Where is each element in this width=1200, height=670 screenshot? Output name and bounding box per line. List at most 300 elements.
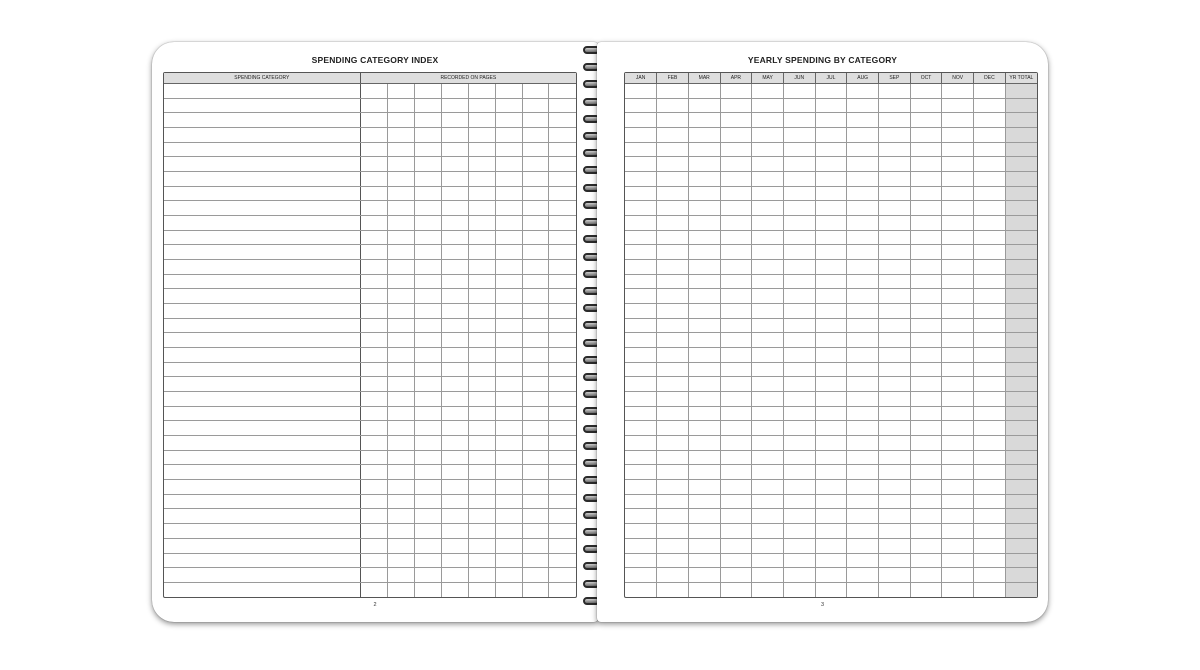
month-cell[interactable] bbox=[910, 450, 942, 465]
month-cell[interactable] bbox=[720, 538, 752, 553]
month-cell[interactable] bbox=[879, 333, 911, 348]
month-cell[interactable] bbox=[752, 494, 784, 509]
page-cell[interactable] bbox=[495, 406, 522, 421]
page-cell[interactable] bbox=[522, 113, 549, 128]
month-cell[interactable] bbox=[752, 157, 784, 172]
month-cell[interactable] bbox=[847, 509, 879, 524]
month-cell[interactable] bbox=[974, 142, 1006, 157]
page-cell[interactable] bbox=[441, 333, 468, 348]
page-cell[interactable] bbox=[468, 348, 495, 363]
page-cell[interactable] bbox=[468, 274, 495, 289]
category-cell[interactable] bbox=[164, 186, 360, 201]
page-cell[interactable] bbox=[441, 304, 468, 319]
month-cell[interactable] bbox=[815, 524, 847, 539]
month-cell[interactable] bbox=[625, 377, 657, 392]
page-cell[interactable] bbox=[441, 201, 468, 216]
category-cell[interactable] bbox=[164, 84, 360, 99]
month-cell[interactable] bbox=[847, 582, 879, 597]
month-cell[interactable] bbox=[910, 582, 942, 597]
page-cell[interactable] bbox=[441, 553, 468, 568]
page-cell[interactable] bbox=[468, 494, 495, 509]
page-cell[interactable] bbox=[414, 421, 441, 436]
month-cell[interactable] bbox=[720, 318, 752, 333]
page-cell[interactable] bbox=[360, 524, 387, 539]
month-cell[interactable] bbox=[783, 172, 815, 187]
month-cell[interactable] bbox=[879, 128, 911, 143]
year-total-cell[interactable] bbox=[1005, 201, 1037, 216]
page-cell[interactable] bbox=[387, 304, 414, 319]
month-cell[interactable] bbox=[815, 142, 847, 157]
month-cell[interactable] bbox=[815, 450, 847, 465]
month-cell[interactable] bbox=[657, 348, 689, 363]
month-cell[interactable] bbox=[625, 568, 657, 583]
page-cell[interactable] bbox=[468, 157, 495, 172]
page-cell[interactable] bbox=[414, 362, 441, 377]
month-cell[interactable] bbox=[657, 157, 689, 172]
month-cell[interactable] bbox=[720, 568, 752, 583]
month-cell[interactable] bbox=[752, 245, 784, 260]
month-cell[interactable] bbox=[910, 538, 942, 553]
year-total-cell[interactable] bbox=[1005, 230, 1037, 245]
page-cell[interactable] bbox=[522, 524, 549, 539]
page-cell[interactable] bbox=[549, 406, 576, 421]
year-total-cell[interactable] bbox=[1005, 377, 1037, 392]
year-total-cell[interactable] bbox=[1005, 524, 1037, 539]
month-cell[interactable] bbox=[942, 245, 974, 260]
month-cell[interactable] bbox=[783, 260, 815, 275]
month-cell[interactable] bbox=[720, 480, 752, 495]
month-cell[interactable] bbox=[720, 186, 752, 201]
month-cell[interactable] bbox=[688, 201, 720, 216]
month-cell[interactable] bbox=[815, 568, 847, 583]
page-cell[interactable] bbox=[441, 509, 468, 524]
month-cell[interactable] bbox=[815, 553, 847, 568]
page-cell[interactable] bbox=[549, 480, 576, 495]
category-cell[interactable] bbox=[164, 201, 360, 216]
month-cell[interactable] bbox=[942, 406, 974, 421]
page-cell[interactable] bbox=[414, 142, 441, 157]
page-cell[interactable] bbox=[522, 230, 549, 245]
month-cell[interactable] bbox=[879, 494, 911, 509]
year-total-cell[interactable] bbox=[1005, 333, 1037, 348]
month-cell[interactable] bbox=[752, 509, 784, 524]
page-cell[interactable] bbox=[360, 377, 387, 392]
month-cell[interactable] bbox=[974, 128, 1006, 143]
month-cell[interactable] bbox=[625, 362, 657, 377]
month-cell[interactable] bbox=[752, 450, 784, 465]
month-cell[interactable] bbox=[942, 128, 974, 143]
page-cell[interactable] bbox=[441, 450, 468, 465]
page-cell[interactable] bbox=[360, 421, 387, 436]
page-cell[interactable] bbox=[441, 436, 468, 451]
page-cell[interactable] bbox=[468, 509, 495, 524]
page-cell[interactable] bbox=[441, 377, 468, 392]
month-cell[interactable] bbox=[752, 98, 784, 113]
page-cell[interactable] bbox=[549, 392, 576, 407]
month-cell[interactable] bbox=[974, 201, 1006, 216]
month-cell[interactable] bbox=[815, 436, 847, 451]
month-cell[interactable] bbox=[815, 113, 847, 128]
page-cell[interactable] bbox=[495, 216, 522, 231]
month-cell[interactable] bbox=[879, 377, 911, 392]
page-cell[interactable] bbox=[387, 186, 414, 201]
page-cell[interactable] bbox=[495, 333, 522, 348]
month-cell[interactable] bbox=[847, 568, 879, 583]
month-cell[interactable] bbox=[942, 274, 974, 289]
page-cell[interactable] bbox=[495, 465, 522, 480]
month-cell[interactable] bbox=[720, 524, 752, 539]
page-cell[interactable] bbox=[495, 128, 522, 143]
month-cell[interactable] bbox=[752, 84, 784, 99]
month-cell[interactable] bbox=[847, 494, 879, 509]
month-cell[interactable] bbox=[879, 509, 911, 524]
month-cell[interactable] bbox=[910, 157, 942, 172]
month-cell[interactable] bbox=[625, 274, 657, 289]
month-cell[interactable] bbox=[688, 289, 720, 304]
category-cell[interactable] bbox=[164, 509, 360, 524]
month-cell[interactable] bbox=[720, 377, 752, 392]
page-cell[interactable] bbox=[441, 568, 468, 583]
month-cell[interactable] bbox=[783, 98, 815, 113]
page-cell[interactable] bbox=[522, 362, 549, 377]
page-cell[interactable] bbox=[495, 318, 522, 333]
page-cell[interactable] bbox=[360, 230, 387, 245]
page-cell[interactable] bbox=[468, 392, 495, 407]
page-cell[interactable] bbox=[495, 582, 522, 597]
month-cell[interactable] bbox=[720, 260, 752, 275]
month-cell[interactable] bbox=[688, 260, 720, 275]
month-cell[interactable] bbox=[752, 113, 784, 128]
page-cell[interactable] bbox=[522, 274, 549, 289]
month-cell[interactable] bbox=[815, 377, 847, 392]
month-cell[interactable] bbox=[752, 480, 784, 495]
month-cell[interactable] bbox=[910, 553, 942, 568]
month-cell[interactable] bbox=[625, 172, 657, 187]
month-cell[interactable] bbox=[815, 406, 847, 421]
month-cell[interactable] bbox=[942, 465, 974, 480]
page-cell[interactable] bbox=[414, 538, 441, 553]
month-cell[interactable] bbox=[625, 157, 657, 172]
month-cell[interactable] bbox=[657, 436, 689, 451]
month-cell[interactable] bbox=[720, 128, 752, 143]
month-cell[interactable] bbox=[752, 186, 784, 201]
page-cell[interactable] bbox=[387, 318, 414, 333]
page-cell[interactable] bbox=[522, 377, 549, 392]
page-cell[interactable] bbox=[360, 465, 387, 480]
month-cell[interactable] bbox=[974, 582, 1006, 597]
page-cell[interactable] bbox=[522, 480, 549, 495]
month-cell[interactable] bbox=[657, 582, 689, 597]
year-total-cell[interactable] bbox=[1005, 538, 1037, 553]
month-cell[interactable] bbox=[752, 436, 784, 451]
month-cell[interactable] bbox=[974, 421, 1006, 436]
month-cell[interactable] bbox=[688, 113, 720, 128]
page-cell[interactable] bbox=[522, 84, 549, 99]
month-cell[interactable] bbox=[847, 230, 879, 245]
page-cell[interactable] bbox=[414, 392, 441, 407]
month-cell[interactable] bbox=[815, 98, 847, 113]
page-cell[interactable] bbox=[360, 245, 387, 260]
month-cell[interactable] bbox=[879, 465, 911, 480]
page-cell[interactable] bbox=[387, 245, 414, 260]
month-cell[interactable] bbox=[688, 392, 720, 407]
category-cell[interactable] bbox=[164, 362, 360, 377]
category-cell[interactable] bbox=[164, 172, 360, 187]
month-cell[interactable] bbox=[847, 465, 879, 480]
category-cell[interactable] bbox=[164, 436, 360, 451]
month-cell[interactable] bbox=[783, 362, 815, 377]
page-cell[interactable] bbox=[549, 128, 576, 143]
month-cell[interactable] bbox=[657, 392, 689, 407]
year-total-cell[interactable] bbox=[1005, 480, 1037, 495]
page-cell[interactable] bbox=[414, 201, 441, 216]
month-cell[interactable] bbox=[815, 245, 847, 260]
month-cell[interactable] bbox=[815, 465, 847, 480]
page-cell[interactable] bbox=[414, 289, 441, 304]
page-cell[interactable] bbox=[495, 436, 522, 451]
month-cell[interactable] bbox=[942, 362, 974, 377]
month-cell[interactable] bbox=[625, 524, 657, 539]
month-cell[interactable] bbox=[974, 157, 1006, 172]
month-cell[interactable] bbox=[847, 274, 879, 289]
month-cell[interactable] bbox=[688, 318, 720, 333]
page-cell[interactable] bbox=[360, 348, 387, 363]
page-cell[interactable] bbox=[549, 201, 576, 216]
page-cell[interactable] bbox=[360, 538, 387, 553]
month-cell[interactable] bbox=[910, 84, 942, 99]
month-cell[interactable] bbox=[688, 436, 720, 451]
month-cell[interactable] bbox=[720, 84, 752, 99]
month-cell[interactable] bbox=[625, 538, 657, 553]
page-cell[interactable] bbox=[387, 348, 414, 363]
month-cell[interactable] bbox=[942, 538, 974, 553]
page-cell[interactable] bbox=[360, 260, 387, 275]
page-cell[interactable] bbox=[441, 318, 468, 333]
month-cell[interactable] bbox=[910, 436, 942, 451]
month-cell[interactable] bbox=[752, 142, 784, 157]
month-cell[interactable] bbox=[657, 333, 689, 348]
year-total-cell[interactable] bbox=[1005, 128, 1037, 143]
year-total-cell[interactable] bbox=[1005, 157, 1037, 172]
year-total-cell[interactable] bbox=[1005, 450, 1037, 465]
page-cell[interactable] bbox=[495, 98, 522, 113]
month-cell[interactable] bbox=[783, 421, 815, 436]
month-cell[interactable] bbox=[752, 392, 784, 407]
month-cell[interactable] bbox=[688, 230, 720, 245]
page-cell[interactable] bbox=[414, 304, 441, 319]
month-cell[interactable] bbox=[910, 216, 942, 231]
month-cell[interactable] bbox=[847, 392, 879, 407]
month-cell[interactable] bbox=[657, 406, 689, 421]
month-cell[interactable] bbox=[625, 304, 657, 319]
page-cell[interactable] bbox=[387, 157, 414, 172]
page-cell[interactable] bbox=[414, 377, 441, 392]
month-cell[interactable] bbox=[879, 538, 911, 553]
page-cell[interactable] bbox=[387, 128, 414, 143]
page-cell[interactable] bbox=[495, 362, 522, 377]
month-cell[interactable] bbox=[879, 230, 911, 245]
month-cell[interactable] bbox=[847, 421, 879, 436]
month-cell[interactable] bbox=[657, 260, 689, 275]
month-cell[interactable] bbox=[783, 186, 815, 201]
month-cell[interactable] bbox=[879, 304, 911, 319]
page-cell[interactable] bbox=[522, 406, 549, 421]
month-cell[interactable] bbox=[720, 362, 752, 377]
month-cell[interactable] bbox=[910, 465, 942, 480]
page-cell[interactable] bbox=[495, 450, 522, 465]
month-cell[interactable] bbox=[625, 98, 657, 113]
page-cell[interactable] bbox=[468, 582, 495, 597]
year-total-cell[interactable] bbox=[1005, 568, 1037, 583]
month-cell[interactable] bbox=[688, 450, 720, 465]
month-cell[interactable] bbox=[879, 245, 911, 260]
page-cell[interactable] bbox=[360, 98, 387, 113]
month-cell[interactable] bbox=[783, 230, 815, 245]
year-total-cell[interactable] bbox=[1005, 274, 1037, 289]
page-cell[interactable] bbox=[522, 538, 549, 553]
month-cell[interactable] bbox=[720, 494, 752, 509]
month-cell[interactable] bbox=[688, 304, 720, 319]
page-cell[interactable] bbox=[468, 333, 495, 348]
page-cell[interactable] bbox=[522, 450, 549, 465]
month-cell[interactable] bbox=[688, 186, 720, 201]
month-cell[interactable] bbox=[847, 245, 879, 260]
month-cell[interactable] bbox=[625, 142, 657, 157]
month-cell[interactable] bbox=[942, 304, 974, 319]
page-cell[interactable] bbox=[360, 450, 387, 465]
month-cell[interactable] bbox=[815, 304, 847, 319]
page-cell[interactable] bbox=[522, 568, 549, 583]
year-total-cell[interactable] bbox=[1005, 494, 1037, 509]
page-cell[interactable] bbox=[414, 113, 441, 128]
month-cell[interactable] bbox=[847, 157, 879, 172]
month-cell[interactable] bbox=[815, 392, 847, 407]
month-cell[interactable] bbox=[942, 494, 974, 509]
month-cell[interactable] bbox=[974, 245, 1006, 260]
month-cell[interactable] bbox=[657, 465, 689, 480]
category-cell[interactable] bbox=[164, 450, 360, 465]
page-cell[interactable] bbox=[360, 274, 387, 289]
month-cell[interactable] bbox=[847, 113, 879, 128]
month-cell[interactable] bbox=[910, 406, 942, 421]
page-cell[interactable] bbox=[360, 186, 387, 201]
page-cell[interactable] bbox=[495, 260, 522, 275]
page-cell[interactable] bbox=[360, 304, 387, 319]
page-cell[interactable] bbox=[414, 274, 441, 289]
page-cell[interactable] bbox=[387, 216, 414, 231]
month-cell[interactable] bbox=[720, 142, 752, 157]
category-cell[interactable] bbox=[164, 538, 360, 553]
month-cell[interactable] bbox=[688, 274, 720, 289]
page-cell[interactable] bbox=[441, 362, 468, 377]
page-cell[interactable] bbox=[549, 509, 576, 524]
category-cell[interactable] bbox=[164, 406, 360, 421]
month-cell[interactable] bbox=[847, 362, 879, 377]
page-cell[interactable] bbox=[441, 157, 468, 172]
month-cell[interactable] bbox=[688, 538, 720, 553]
category-cell[interactable] bbox=[164, 157, 360, 172]
month-cell[interactable] bbox=[974, 509, 1006, 524]
month-cell[interactable] bbox=[625, 289, 657, 304]
page-cell[interactable] bbox=[468, 201, 495, 216]
month-cell[interactable] bbox=[847, 377, 879, 392]
page-cell[interactable] bbox=[441, 421, 468, 436]
month-cell[interactable] bbox=[752, 216, 784, 231]
page-cell[interactable] bbox=[441, 113, 468, 128]
month-cell[interactable] bbox=[752, 172, 784, 187]
month-cell[interactable] bbox=[720, 216, 752, 231]
month-cell[interactable] bbox=[688, 216, 720, 231]
month-cell[interactable] bbox=[783, 216, 815, 231]
month-cell[interactable] bbox=[974, 333, 1006, 348]
month-cell[interactable] bbox=[910, 421, 942, 436]
month-cell[interactable] bbox=[847, 333, 879, 348]
page-cell[interactable] bbox=[522, 128, 549, 143]
year-total-cell[interactable] bbox=[1005, 304, 1037, 319]
category-cell[interactable] bbox=[164, 553, 360, 568]
page-cell[interactable] bbox=[414, 465, 441, 480]
month-cell[interactable] bbox=[974, 465, 1006, 480]
month-cell[interactable] bbox=[815, 318, 847, 333]
month-cell[interactable] bbox=[657, 362, 689, 377]
page-cell[interactable] bbox=[468, 568, 495, 583]
month-cell[interactable] bbox=[783, 157, 815, 172]
month-cell[interactable] bbox=[910, 392, 942, 407]
month-cell[interactable] bbox=[910, 304, 942, 319]
month-cell[interactable] bbox=[847, 216, 879, 231]
page-cell[interactable] bbox=[441, 289, 468, 304]
month-cell[interactable] bbox=[657, 494, 689, 509]
page-cell[interactable] bbox=[468, 230, 495, 245]
page-cell[interactable] bbox=[441, 392, 468, 407]
category-cell[interactable] bbox=[164, 582, 360, 597]
page-cell[interactable] bbox=[414, 450, 441, 465]
month-cell[interactable] bbox=[942, 333, 974, 348]
month-cell[interactable] bbox=[974, 98, 1006, 113]
month-cell[interactable] bbox=[688, 348, 720, 363]
month-cell[interactable] bbox=[815, 289, 847, 304]
page-cell[interactable] bbox=[468, 450, 495, 465]
month-cell[interactable] bbox=[847, 436, 879, 451]
month-cell[interactable] bbox=[879, 260, 911, 275]
month-cell[interactable] bbox=[942, 186, 974, 201]
month-cell[interactable] bbox=[720, 450, 752, 465]
month-cell[interactable] bbox=[815, 216, 847, 231]
month-cell[interactable] bbox=[752, 201, 784, 216]
page-cell[interactable] bbox=[495, 553, 522, 568]
month-cell[interactable] bbox=[783, 524, 815, 539]
month-cell[interactable] bbox=[910, 245, 942, 260]
month-cell[interactable] bbox=[942, 230, 974, 245]
page-cell[interactable] bbox=[360, 289, 387, 304]
month-cell[interactable] bbox=[910, 524, 942, 539]
month-cell[interactable] bbox=[910, 362, 942, 377]
month-cell[interactable] bbox=[625, 216, 657, 231]
month-cell[interactable] bbox=[657, 172, 689, 187]
page-cell[interactable] bbox=[360, 509, 387, 524]
page-cell[interactable] bbox=[549, 304, 576, 319]
category-cell[interactable] bbox=[164, 568, 360, 583]
month-cell[interactable] bbox=[815, 494, 847, 509]
year-total-cell[interactable] bbox=[1005, 186, 1037, 201]
month-cell[interactable] bbox=[657, 568, 689, 583]
page-cell[interactable] bbox=[549, 172, 576, 187]
month-cell[interactable] bbox=[625, 186, 657, 201]
month-cell[interactable] bbox=[720, 333, 752, 348]
page-cell[interactable] bbox=[522, 216, 549, 231]
month-cell[interactable] bbox=[688, 421, 720, 436]
month-cell[interactable] bbox=[783, 333, 815, 348]
